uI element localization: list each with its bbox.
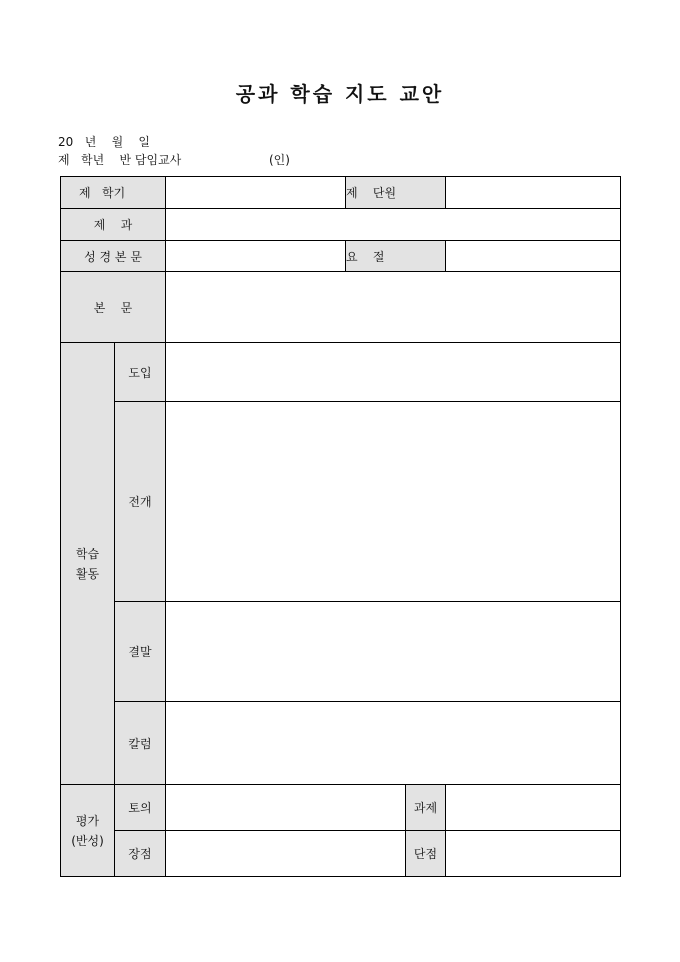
- intro-field[interactable]: [166, 343, 621, 402]
- text-label: 본 문: [93, 300, 133, 315]
- assignment-label: 과제: [406, 785, 446, 831]
- memory-verse-field[interactable]: [446, 241, 621, 272]
- form-row-strengths: [61, 831, 621, 877]
- semester-label: 제 학기: [79, 186, 126, 200]
- form-row-semester: [61, 177, 621, 209]
- form-row-text: [61, 272, 621, 343]
- learning-label-line1: 학습: [75, 546, 100, 561]
- lesson-plan-form: [60, 176, 621, 877]
- conclusion-label: 결말: [115, 602, 166, 702]
- intro-label: 도입: [115, 343, 166, 402]
- form-row-column: [61, 702, 621, 785]
- form-row-scripture: [61, 241, 621, 272]
- form-row-conclusion: [61, 602, 621, 702]
- page-title: 공과 학습 지도 교안: [235, 82, 445, 106]
- strengths-label: 장점: [115, 831, 166, 877]
- lesson-field[interactable]: [166, 209, 621, 241]
- date-line: 20 년 월 일: [58, 135, 151, 149]
- development-field[interactable]: [166, 402, 621, 602]
- weaknesses-field[interactable]: [446, 831, 621, 877]
- unit-label: 제 단원: [346, 186, 397, 200]
- scripture-label-cell: [61, 241, 166, 272]
- memory-verse-label-cell: [346, 241, 446, 272]
- assignment-field[interactable]: [446, 785, 621, 831]
- form-row-discussion: [61, 785, 621, 831]
- lesson-label-cell: [61, 209, 166, 241]
- learning-label-line2: 활동: [75, 566, 100, 581]
- conclusion-field[interactable]: [166, 602, 621, 702]
- weaknesses-label: 단점: [406, 831, 446, 877]
- unit-field[interactable]: [446, 177, 621, 209]
- evaluation-label-cell: [61, 785, 115, 877]
- semester-field[interactable]: [166, 177, 346, 209]
- text-field[interactable]: [166, 272, 621, 343]
- column-field[interactable]: [166, 702, 621, 785]
- class-teacher-line: 제 학년 반 담임교사 (인): [58, 153, 290, 167]
- text-label-cell: [61, 272, 166, 343]
- semester-label-cell: [61, 177, 166, 209]
- scripture-label: 성 경 본 문: [84, 249, 142, 264]
- form-row-intro: [61, 343, 621, 402]
- discussion-field[interactable]: [166, 785, 406, 831]
- development-label: 전개: [115, 402, 166, 602]
- form-row-development: [61, 402, 621, 602]
- lesson-label: 제 과: [93, 218, 133, 232]
- evaluation-label-line2: (반성): [71, 833, 104, 848]
- evaluation-label-line1: 평가: [75, 813, 100, 828]
- column-label: 칼럼: [115, 702, 166, 785]
- unit-label-cell: [346, 177, 446, 209]
- form-row-lesson: [61, 209, 621, 241]
- scripture-field[interactable]: [166, 241, 346, 272]
- memory-verse-label: 요 절: [346, 249, 385, 264]
- discussion-label: 토의: [115, 785, 166, 831]
- strengths-field[interactable]: [166, 831, 406, 877]
- learning-activity-label-cell: [61, 343, 115, 785]
